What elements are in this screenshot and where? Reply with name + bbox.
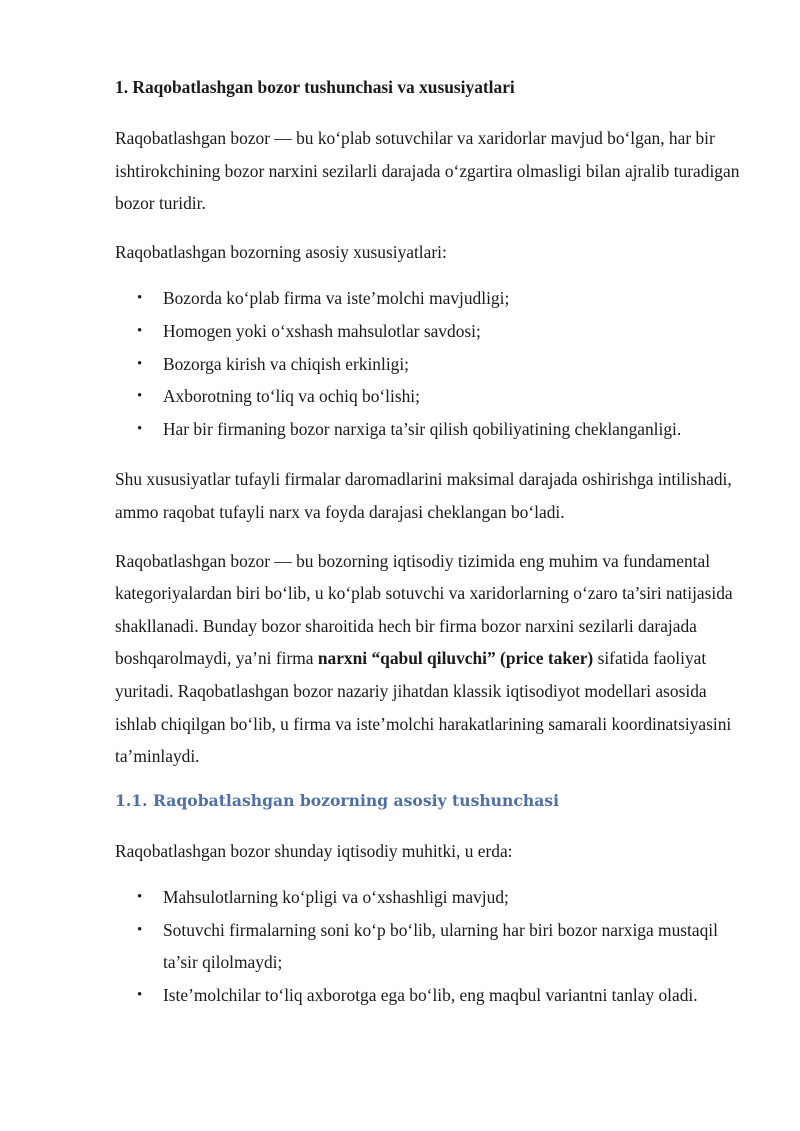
document-body bbox=[115, 74, 745, 1030]
bullet-icon: • bbox=[137, 322, 143, 339]
bullet-icon: • bbox=[137, 987, 143, 1004]
features-intro: Raqobatlashgan bozorning asosiy xususiyatlari: bbox=[115, 241, 447, 262]
list-item: • Axborotning to‘liq va ochiq bo‘lishi; bbox=[115, 380, 745, 413]
features-list bbox=[115, 282, 745, 445]
subsection-heading: 1.1. Raqobatlashgan bozorning asosiy tushunchasi bbox=[115, 790, 559, 810]
list-item: • Iste’molchilar to‘liq axborotga ega bo‘lib, eng maqbul variantni tanlay oladi. bbox=[115, 979, 745, 1012]
definition-paragraph: Raqobatlashgan bozor — bu ko‘plab sotuvchilar va xaridorlar mavjud bo‘lgan, har bir ishtirokchining bozor narxini sezilarli darajada o‘zgartira olmasligi bilan ajralib turadigan bozor turidir. bbox=[115, 128, 740, 214]
bullet-icon: • bbox=[137, 420, 143, 437]
list-item: • Mahsulotlarning ko‘pligi va o‘xshashligi mavjud; bbox=[115, 881, 745, 914]
section-heading: 1. Raqobatlashgan bozor tushunchasi va xususiyatlari bbox=[115, 77, 515, 97]
bullet-icon: • bbox=[137, 889, 143, 906]
price-taker-term: narxni “qabul qiluvchi” (price taker) bbox=[317, 648, 594, 669]
environment-intro: Raqobatlashgan bozor shunday iqtisodiy muhitki, u erda: bbox=[115, 840, 513, 861]
consequence-paragraph: Shu xususiyatlar tufayli firmalar daromadlarini maksimal darajada oshirishga intilishadi, ammo raqobat tufayli narx va foyda darajasi cheklangan bo‘ladi. bbox=[115, 469, 732, 522]
bullet-icon: • bbox=[137, 290, 143, 307]
list-item: • Sotuvchi firmalarning soni ko‘p bo‘lib, ularning har biri bozor narxiga mustaqil ta’sir qilolmaydi; bbox=[115, 914, 745, 979]
list-item: • Bozorga kirish va chiqish erkinligi; bbox=[115, 348, 745, 381]
bullet-icon: • bbox=[137, 355, 143, 372]
environment-list bbox=[115, 881, 745, 1011]
price-taker-paragraph: Raqobatlashgan bozor — bu bozorning iqtisodiy tizimida eng muhim va fundamental kategoriyalardan biri bo‘lib, u ko‘plab sotuvchi va xaridorlarning o‘zaro ta’siri natijasida shakllanadi. Bunday bozor sharoitida hech bir firma bozor narxini sezilarli darajada boshqarolmaydi, ya’ni firma narxni “qabul qiluvchi” (price taker) sifatida faoliyat yuritadi. Raqobatlashgan bozor nazariy jihatdan klassik iqtisodiyot modellari asosida ishlab chiqilgan bo‘lib, u firma va iste’molchi harakatlarining samarali koordinatsiyasini ta’minlaydi. bbox=[115, 550, 733, 767]
list-item: • Homogen yoki o‘xshash mahsulotlar savdosi; bbox=[115, 315, 745, 348]
bullet-icon: • bbox=[137, 921, 143, 938]
list-item: • Bozorda ko‘plab firma va iste’molchi mavjudligi; bbox=[115, 282, 745, 315]
list-item: • Har bir firmaning bozor narxiga ta’sir qilish qobiliyatining cheklanganligi. bbox=[115, 413, 745, 446]
bullet-icon: • bbox=[137, 388, 143, 405]
